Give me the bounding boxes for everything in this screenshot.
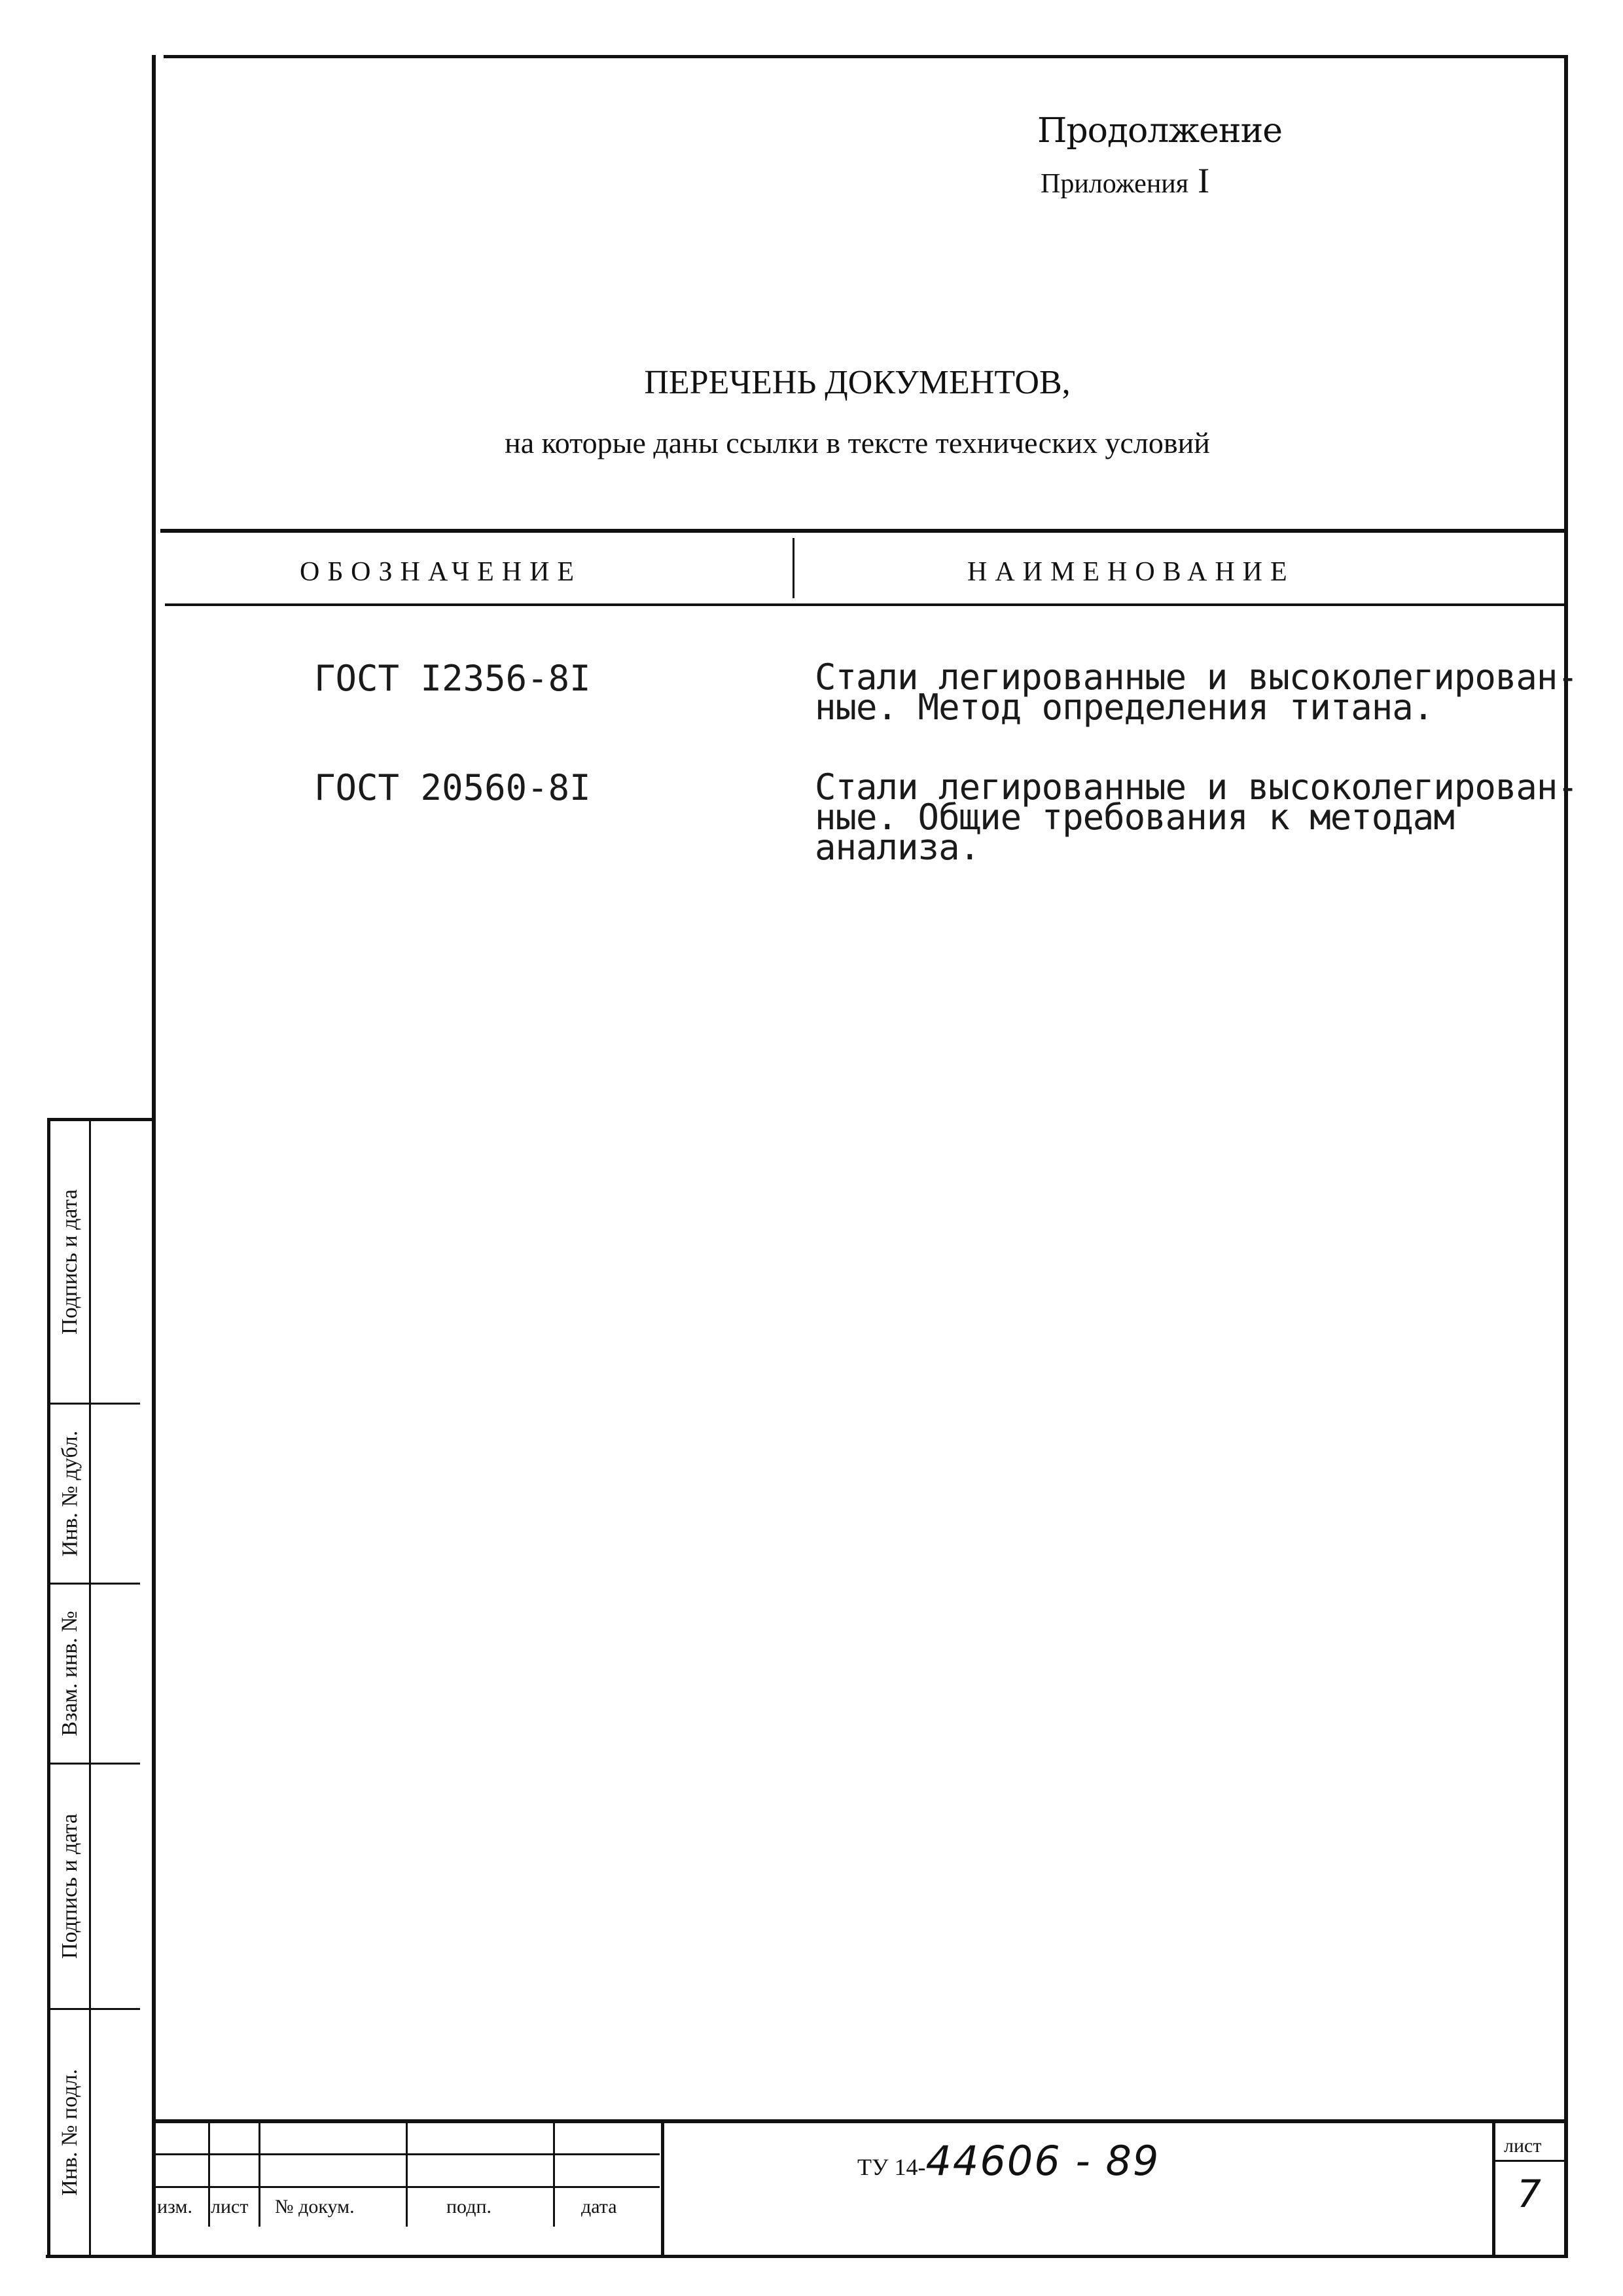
title-block-label-line (156, 2186, 660, 2188)
side-stamp-original-inv: Инв. № подл. (58, 2069, 82, 2196)
table-row-1-code: ГОСТ I2356-8I (314, 658, 591, 699)
sheet-label: лист (1504, 2135, 1542, 2157)
page-title: ПЕРЕЧЕНЬ ДОКУМЕНТОВ, (644, 364, 1071, 401)
page-subtitle: на которые даны ссылки в тексте технических условий (505, 426, 1210, 459)
title-block-col-1 (208, 2122, 210, 2227)
title-block-col-3 (406, 2122, 408, 2227)
document-designation (857, 2137, 1160, 2185)
side-stamp-replacement-inv: Взам. инв. № (58, 1611, 82, 1736)
appendix-label (1041, 160, 1209, 201)
frame-top-line (164, 55, 1564, 58)
title-block-col-2 (259, 2122, 260, 2227)
title-block-col-4 (553, 2122, 555, 2227)
title-block-mid-line (156, 2153, 660, 2155)
table-row-2-name: Стали легированные и высоколегирован- ные. Общие требования к методам анализа. (815, 766, 1578, 868)
side-stamp-duplicate-inv: Инв. № дубл. (58, 1430, 82, 1557)
continuation-label: Продолжение (1037, 111, 1282, 151)
table-header-top-line (160, 529, 1564, 533)
document-prefix: ТУ 14- (857, 2154, 926, 2180)
title-block-col-5 (661, 2122, 664, 2256)
title-block-top-line (156, 2119, 1564, 2123)
table-header-bottom-line (165, 603, 1564, 606)
title-block-sheet-col (1492, 2122, 1495, 2256)
side-stamp-signature-date-2: Подпись и дата (58, 1814, 82, 1959)
column-header-designation: ОБОЗНАЧЕНИЕ (300, 557, 582, 587)
side-stamp-signature-date-1: Подпись и дата (58, 1189, 82, 1335)
appendix-number: I (1198, 161, 1210, 200)
stamp-label-signature: подп. (446, 2196, 492, 2217)
table-column-divider (793, 538, 794, 598)
sheet-number: 7 (1517, 2172, 1541, 2216)
title-block-sheet-divider (1494, 2160, 1564, 2162)
stamp-label-doc-number: № докум. (275, 2196, 355, 2217)
column-header-name: НАИМЕНОВАНИЕ (967, 557, 1295, 587)
stamp-label-sheet: лист (211, 2196, 249, 2217)
stamp-label-change: изм. (157, 2196, 192, 2217)
table-row-2-code: ГОСТ 20560-8I (314, 767, 591, 808)
document-number: 44606 - 89 (925, 2137, 1160, 2185)
frame-bottom-line (46, 2255, 1568, 2258)
appendix-text: Приложения (1041, 169, 1189, 199)
stamp-label-date: дата (581, 2196, 617, 2217)
table-row-1-name: Стали легированные и высоколегирован- ные. Метод определения титана. (815, 656, 1578, 728)
